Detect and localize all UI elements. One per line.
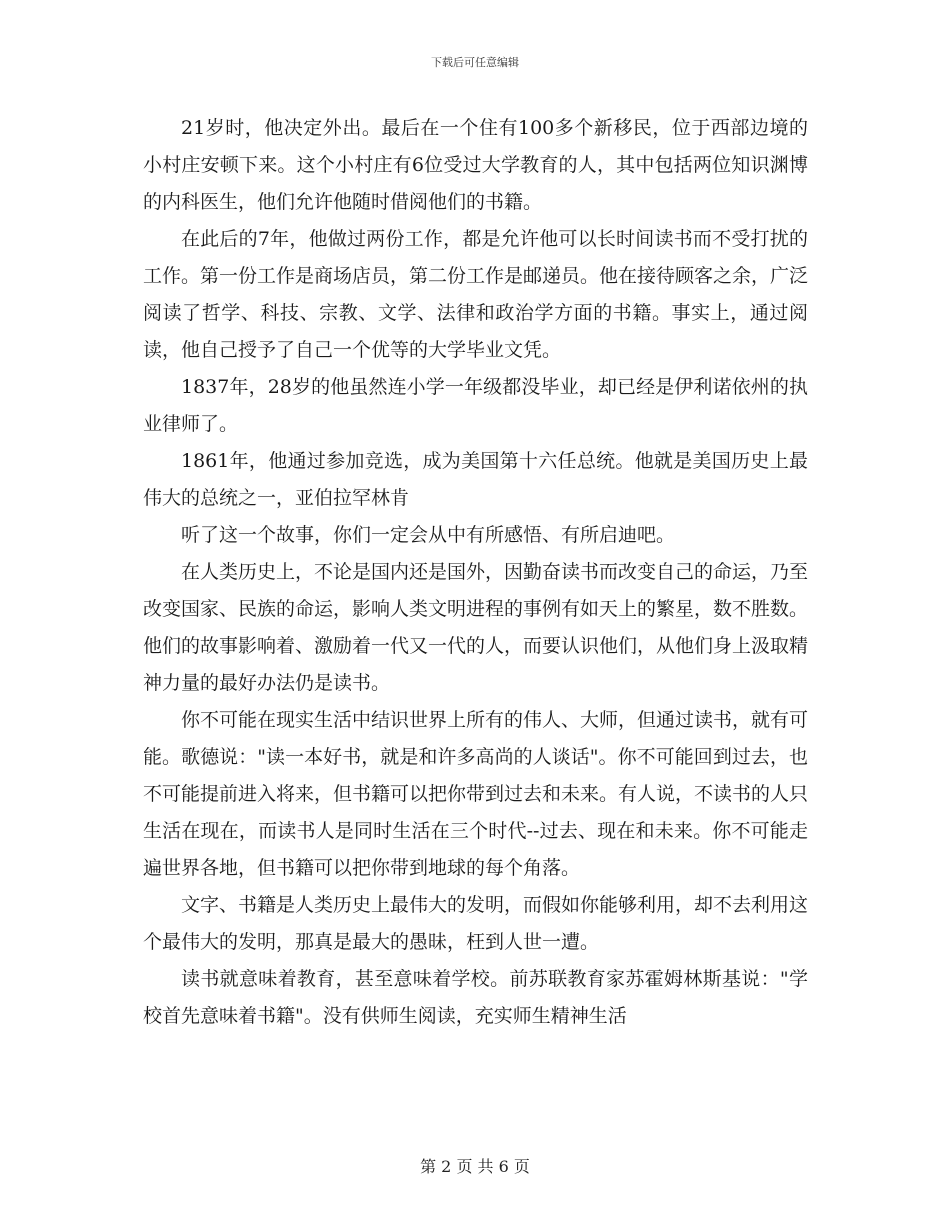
- paragraph-6: 在人类历史上，不论是国内还是国外，因勤奋读书而改变自己的命运，乃至改变国家、民族的命运，影响人类文明进程的事例有如天上的繁星，数不胜数。他们的故事影响着、激励着一代又一代的人，而要认识他们，从他们身上汲取精神力量的最好办法仍是读书。: [143, 561, 809, 694]
- page-number: 第 2 页 共 6 页: [420, 1157, 530, 1176]
- paragraph-4: 1861年，他通过参加竞选，成为美国第十六任总统。他就是美国历史上最伟大的总统之一，亚伯拉罕林肯: [143, 450, 808, 509]
- header-note: 下载后可任意编辑: [431, 56, 519, 69]
- paragraph-2: 在此后的7年，他做过两份工作，都是允许他可以长时间读书而不受打扰的工作。第一份工作是商场店员，第二份工作是邮递员。他在接待顾客之余，广泛阅读了哲学、科技、宗教、文学、法律和政治学方面的书籍。事实上，通过阅读，他自己授予了自己一个优等的大学毕业文凭。: [143, 228, 809, 361]
- paragraph-5: 听了这一个故事，你们一定会从中有所感悟、有所启迪吧。: [181, 524, 676, 546]
- paragraph-3: 1837年，28岁的他虽然连小学一年级都没毕业，却已经是伊利诺依州的执业律师了。: [143, 376, 808, 435]
- paragraph-1: 21岁时，他决定外出。最后在一个住有100多个新移民，位于西部边境的小村庄安顿下来。这个小村庄有6位受过大学教育的人，其中包括两位知识渊博的内科医生，他们允许他随时借阅他们的书籍。: [143, 117, 808, 213]
- document-body: [143, 110, 808, 1035]
- paragraph-8: 文字、书籍是人类历史上最伟大的发明，而假如你能够利用，却不去利用这个最伟大的发明，那真是最大的愚昧，枉到人世一遭。: [143, 894, 809, 953]
- paragraph-9: 读书就意味着教育，甚至意味着学校。前苏联教育家苏霍姆林斯基说："学校首先意味着书籍"。没有供师生阅读，充实师生精神生活: [143, 968, 808, 1027]
- paragraph-7: 你不可能在现实生活中结识世界上所有的伟人、大师，但通过读书，就有可能。歌德说："读一本好书，就是和许多高尚的人谈话"。你不可能回到过去，也不可能提前进入将来，但书籍可以把你带到过去和未来。有人说，不读书的人只生活在现在，而读书人是同时生活在三个时代--过去、现在和未来。你不可能走遍世界各地，但书籍可以把你带到地球的每个角落。: [143, 709, 809, 879]
